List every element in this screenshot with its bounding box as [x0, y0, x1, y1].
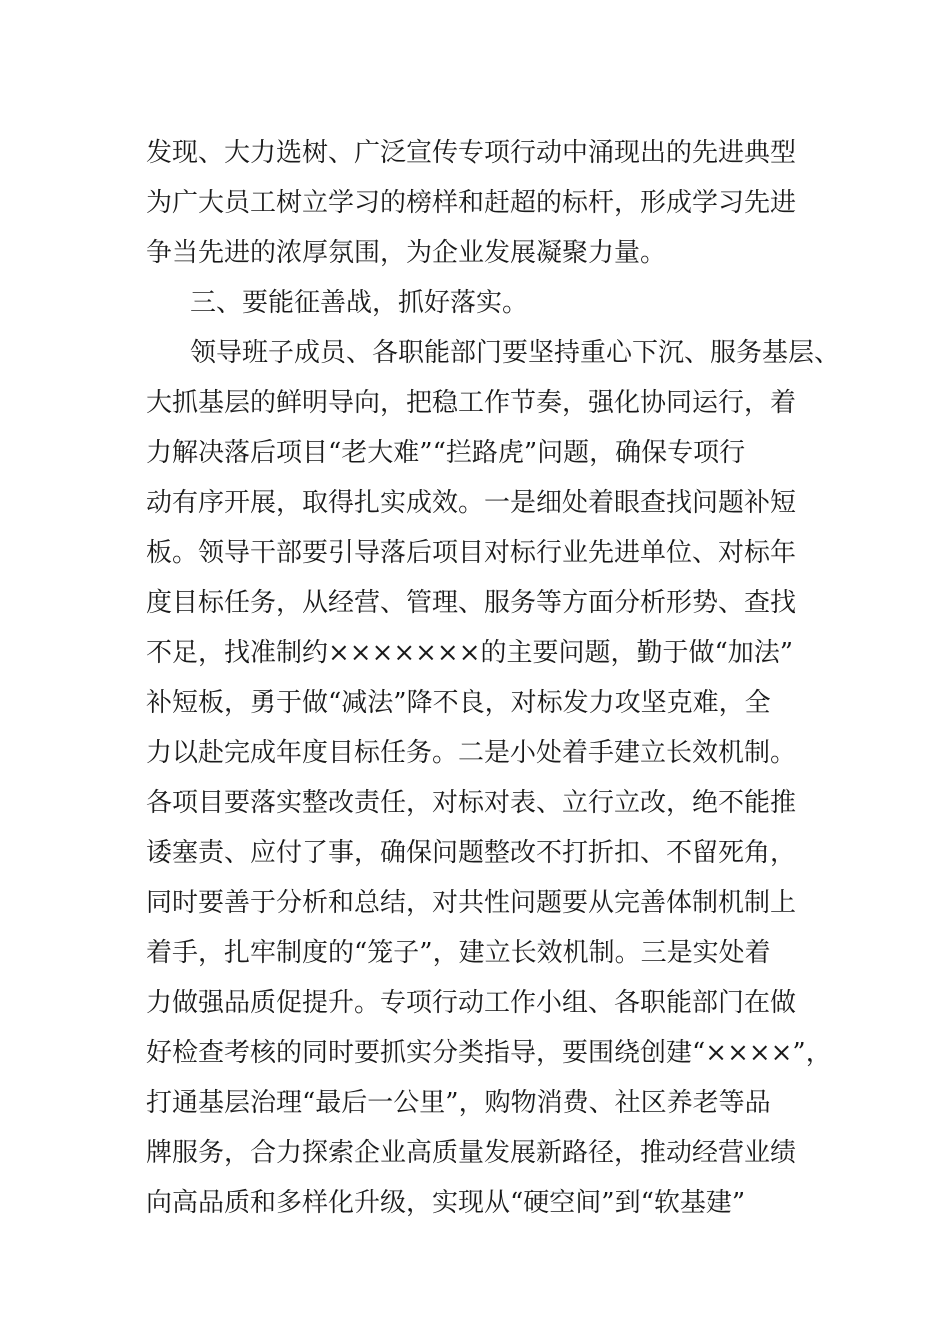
paragraph-3-line-18: 向高品质和多样化升级，实现从“硬空间”到“软基建”: [146, 1188, 746, 1218]
paragraph-3-line-13: 着手，扎牢制度的“笼子”，建立长效机制。三是实处着: [146, 938, 771, 968]
paragraph-3-line-9: 力以赴完成年度目标任务。二是小处着手建立长效机制。: [146, 738, 797, 768]
paragraph-3-line-16: 打通基层治理“最后一公里”，购物消费、社区养老等品: [146, 1088, 771, 1118]
paragraph-1-line-3: 争当先进的浓厚氛围，为企业发展凝聚力量。: [146, 238, 667, 268]
paragraph-3-line-15: 好检查考核的同时要抓实分类指导，要围绕创建“××××”，: [146, 1038, 832, 1068]
section-heading: 三、要能征善战，抓好落实。: [190, 288, 529, 318]
paragraph-3-line-14: 力做强品质促提升。专项行动工作小组、各职能部门在做: [146, 988, 797, 1018]
paragraph-3-line-8: 补短板，勇于做“减法”降不良，对标发力攻坚克难，全: [146, 688, 771, 718]
paragraph-3-line-5: 板。领导干部要引导落后项目对标行业先进单位、对标年: [146, 538, 797, 568]
paragraph-1-line-2: 为广大员工树立学习的榜样和赶超的标杆，形成学习先进: [146, 188, 797, 218]
paragraph-3-line-17: 牌服务，合力探索企业高质量发展新路径，推动经营业绩: [146, 1138, 797, 1168]
paragraph-3-line-7: 不足，找准制约×××××××的主要问题，勤于做“加法”: [146, 638, 794, 668]
paragraph-3-line-4: 动有序开展，取得扎实成效。一是细处着眼查找问题补短: [146, 488, 797, 518]
paragraph-3-line-10: 各项目要落实整改责任，对标对表、立行立改，绝不能推: [146, 788, 797, 818]
paragraph-3-line-12: 同时要善于分析和总结，对共性问题要从完善体制机制上: [146, 888, 797, 918]
document-body: [146, 128, 841, 1228]
paragraph-1-line-1: 发现、大力选树、广泛宣传专项行动中涌现出的先进典型: [146, 138, 797, 168]
paragraph-3-line-2: 大抓基层的鲜明导向，把稳工作节奏，强化协同运行，着: [146, 388, 797, 418]
paragraph-3-line-1: 领导班子成员、各职能部门要坚持重心下沉、服务基层、: [190, 338, 841, 368]
paragraph-3-line-3: 力解决落后项目“老大难”“拦路虎”问题，确保专项行: [146, 438, 746, 468]
paragraph-3-line-11: 诿塞责、应付了事，确保问题整改不打折扣、不留死角，: [146, 838, 797, 868]
paragraph-3-line-6: 度目标任务，从经营、管理、服务等方面分析形势、查找: [146, 588, 797, 618]
